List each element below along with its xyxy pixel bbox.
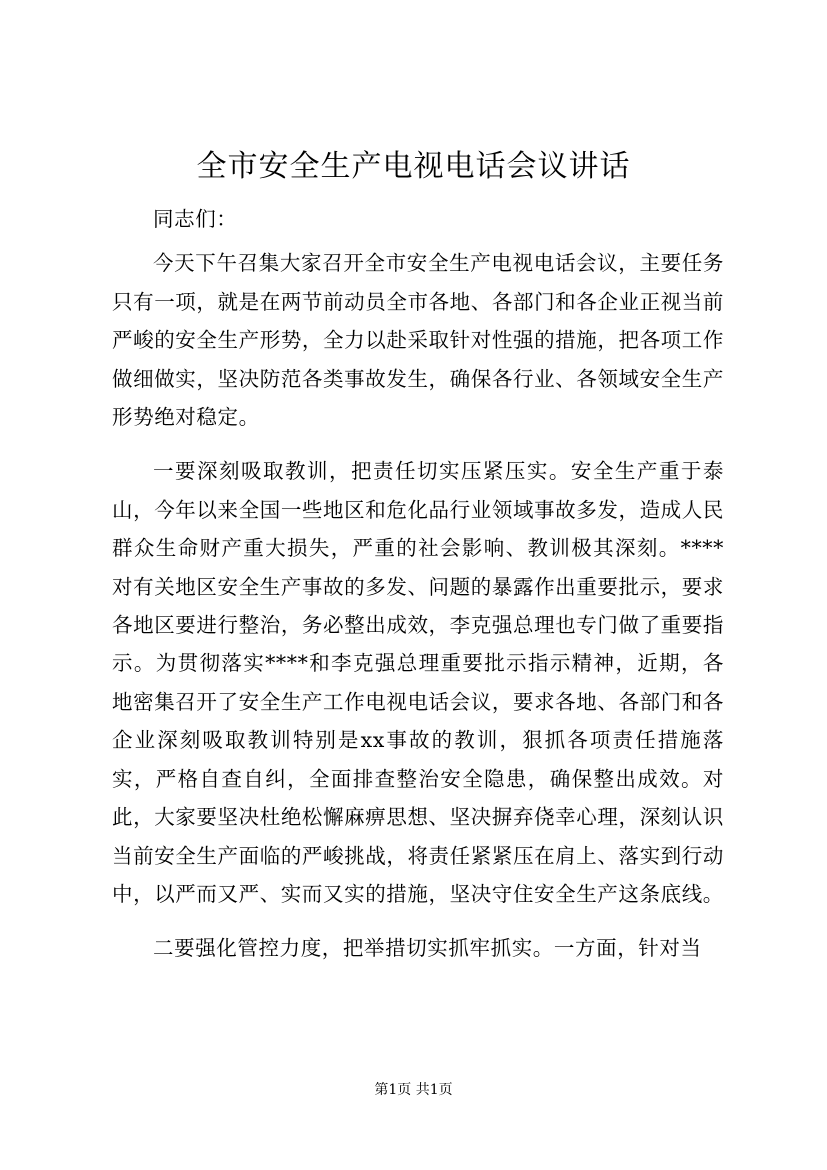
paragraph-point-two: 二要强化管控力度，把举措切实抓牢抓实。一方面，针对当 — [153, 936, 702, 961]
document-title: 全市安全生产电视电话会议讲话 — [196, 149, 631, 184]
paragraph-intro: 今天下午召集大家召开全市安全生产电视电话会议，主要任务只有一项，就是在两节前动员全市各地、各部门和各企业正视当前严峻的安全生产形势，全力以赴采取针对性强的措施，把各项工作做细做实，坚决防范各类事故发生，确保各行业、各领域安全生产形势绝对稳定。 — [112, 251, 724, 430]
page-footer: 第1页 共1页 — [374, 1082, 453, 1098]
document-body — [112, 200, 724, 968]
salutation: 同志们： — [153, 207, 238, 231]
paragraph-point-one: 一要深刻吸取教训，把责任切实压紧压实。安全生产重于泰山，今年以来全国一些地区和危化品行业领域事故多发，造成人民群众生命财产重大损失，严重的社会影响、教训极其深刻。****对有关地区安全生产事故的多发、问题的暴露作出重要批示，要求各地区要进行整治，务必整出成效，李克强总理也专门做了重要指示。为贯彻落实****和李克强总理重要批示指示精神，近期，各地密集召开了安全生产工作电视电话会议，要求各地、各部门和各企业深刻吸取教训特别是xx事故的教训，狠抓各项责任措施落实，严格自查自纠，全面排查整治安全隐患，确保整出成效。对此，大家要坚决杜绝松懈麻痹思想、坚决摒弃侥幸心理，深刻认识当前安全生产面临的严峻挑战，将责任紧紧压在肩上、落实到行动中，以严而又严、实而又实的措施，坚决守住安全生产这条底线。 — [112, 459, 724, 906]
